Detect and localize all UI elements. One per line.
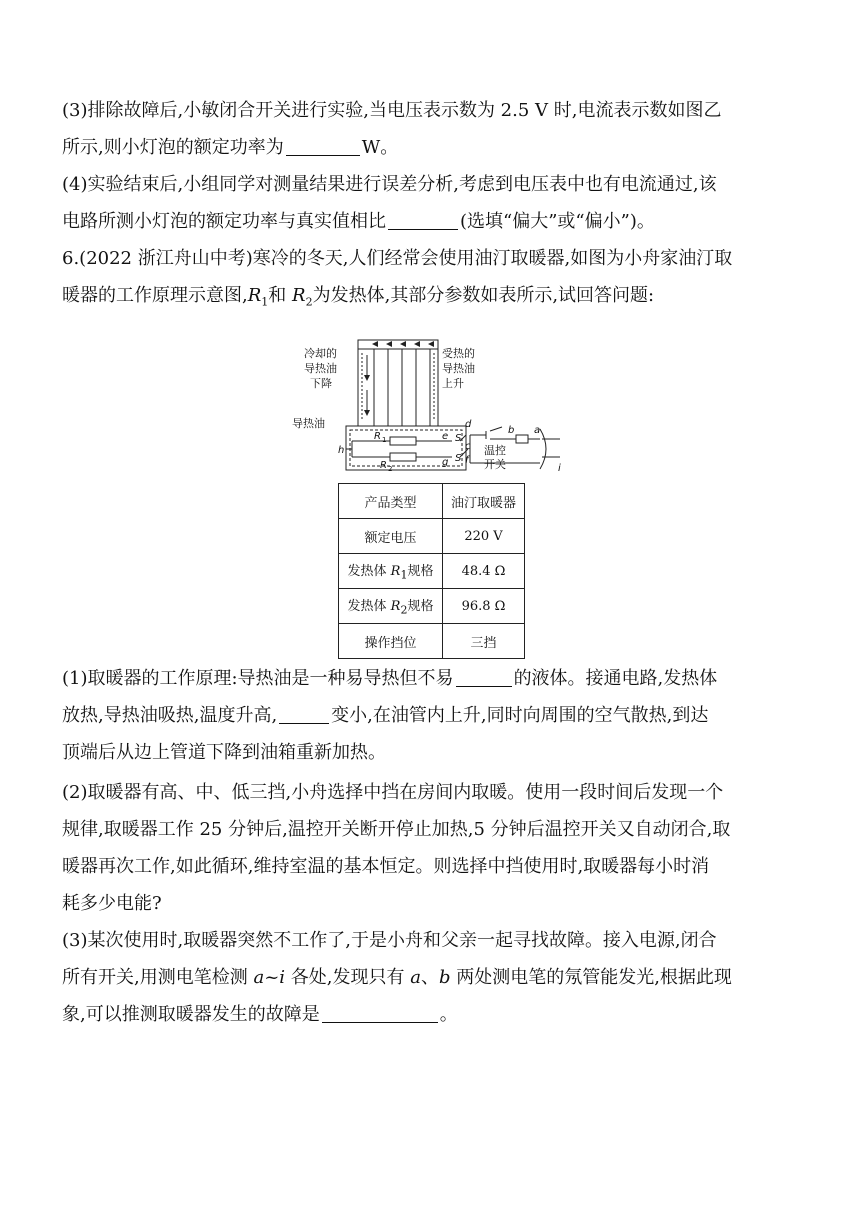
- point-i-ref: i: [279, 967, 286, 988]
- p3-text-4: 两处测电笔的氖管能发光,根据此现: [450, 967, 732, 988]
- point-i: i: [558, 463, 561, 474]
- point-c: c: [465, 441, 471, 452]
- p1-line-2: [62, 697, 802, 734]
- r1-symbol: R: [247, 285, 262, 306]
- p3-text-2: 所有开关,用测电笔检测: [62, 967, 254, 988]
- point-b: b: [508, 425, 515, 436]
- p2-line-1: [62, 774, 802, 811]
- table-cell: 三挡: [443, 624, 525, 659]
- p1-line-3: [62, 734, 802, 771]
- resistor-r2: [390, 453, 416, 461]
- q6-intro: 6.(2022 浙江舟山中考)寒冷的冬天,人们经常会使用油汀取暖器,如图为小舟家油汀取: [62, 248, 733, 269]
- answer-blank[interactable]: [388, 209, 458, 230]
- range-tilde: ~: [264, 967, 280, 988]
- cell-text: 发热体: [347, 599, 391, 615]
- table-row: [339, 484, 525, 519]
- heater-diagram: [290, 335, 575, 480]
- point-e: e: [442, 431, 449, 442]
- table-row: [339, 519, 525, 554]
- table-cell: [339, 554, 443, 589]
- p1-line-1: [62, 660, 802, 697]
- table-cell: 220 V: [443, 519, 525, 554]
- p2-line-4: [62, 885, 802, 922]
- q3-text-2: 所示,则小灯泡的额定功率为: [62, 137, 284, 158]
- r2-symbol: R: [292, 285, 306, 306]
- table-cell: 油汀取暖器: [443, 484, 525, 519]
- table-cell: 产品类型: [339, 484, 443, 519]
- table-row: [339, 589, 525, 624]
- table-row: [339, 624, 525, 659]
- q4-text: (4)实验结束后,小组同学对测量结果进行误差分析,考虑到电压表中也有电流通过,该: [62, 174, 717, 195]
- label-hot-oil-2: 导热油: [442, 362, 475, 375]
- label-r2: R: [380, 460, 387, 471]
- q3-line-1: [62, 92, 802, 129]
- label-s2: S: [455, 453, 462, 464]
- p3-text-6: 。: [439, 1004, 458, 1025]
- p3-text-3: 各处,发现只有: [285, 967, 411, 988]
- q3-unit: W。: [361, 137, 399, 158]
- p1-text-3: 放热,导热油吸热,温度升高,: [62, 705, 278, 726]
- point-g: g: [442, 457, 449, 468]
- label-thermo-switch-1: 温控: [484, 444, 506, 457]
- svg-text:2: 2: [388, 465, 393, 473]
- label-r1: R: [374, 431, 381, 442]
- point-a-ref: a: [253, 967, 265, 988]
- cell-text: 规格: [407, 599, 434, 615]
- q6-intro-line-2: [62, 277, 802, 321]
- p2-text-2: 规律,取暖器工作 25 分钟后,温控开关断开停止加热,5 分钟后温控开关又自动闭合,取: [62, 819, 731, 840]
- point-d: d: [465, 419, 472, 430]
- p3-line-3: [62, 996, 802, 1033]
- q6-intro-line-1: [62, 240, 802, 277]
- answer-blank[interactable]: [279, 703, 329, 724]
- p3-text-5: 象,可以推测取暖器发生的故障是: [62, 1004, 320, 1025]
- q3-line-2: [62, 129, 802, 166]
- q4-line-2: [62, 203, 802, 240]
- p1-text-2: 的液体。接通电路,发热体: [513, 668, 718, 689]
- p2-text: (2)取暖器有高、中、低三挡,小舟选择中挡在房间内取暖。使用一段时间后发现一个: [62, 782, 724, 803]
- point-f: f: [465, 455, 469, 466]
- p1-text-5: 顶端后从边上管道下降到油箱重新加热。: [62, 742, 386, 763]
- answer-blank[interactable]: [286, 135, 360, 156]
- point-b-ref: b: [438, 967, 451, 988]
- p3-line-1: [62, 922, 802, 959]
- q4-line-1: [62, 166, 802, 203]
- q4-text-3: (选填“偏大”或“偏小”)。: [460, 211, 655, 232]
- p3-text: (3)某次使用时,取暖器突然不工作了,于是小舟和父亲一起寻找故障。接入电源,闭合: [62, 930, 717, 951]
- r2-subscript: 2: [305, 295, 313, 309]
- svg-text:1: 1: [382, 436, 387, 444]
- label-s1: S: [455, 433, 462, 444]
- q3-text: (3)排除故障后,小敏闭合开关进行实验,当电压表示数为 2.5 V 时,电流表示数如图乙: [62, 100, 722, 121]
- table-cell: 额定电压: [339, 519, 443, 554]
- p1-text: (1)取暖器的工作原理:导热油是一种易导热但不易: [62, 668, 454, 689]
- point-a-ref: a: [410, 967, 421, 988]
- r1-symbol: R: [390, 564, 401, 580]
- cell-text: 发热体: [347, 564, 391, 580]
- table-cell: 48.4 Ω: [443, 554, 525, 589]
- q6-intro-3: 为发热体,其部分参数如表所示,试回答问题:: [312, 285, 655, 306]
- p2-line-3: [62, 848, 802, 885]
- resistor-r1: [390, 437, 416, 445]
- p2-text-3: 暖器再次工作,如此循环,维持室温的基本恒定。则选择中挡使用时,取暖器每小时消: [62, 856, 710, 877]
- label-cold-oil-2: 导热油: [304, 362, 337, 375]
- table-cell: [339, 589, 443, 624]
- table-cell: 操作挡位: [339, 624, 443, 659]
- and-word: 和: [268, 285, 287, 306]
- p2-line-2: [62, 811, 802, 848]
- answer-blank[interactable]: [456, 666, 512, 687]
- p3-line-2: [62, 959, 802, 996]
- spec-table: [338, 483, 525, 659]
- r2-symbol: R: [390, 599, 401, 615]
- p1-text-4: 变小,在油管内上升,同时向周围的空气散热,到达: [331, 705, 709, 726]
- label-cold-oil-1: 冷却的: [304, 347, 337, 360]
- point-h: h: [338, 445, 345, 456]
- r1-subscript: 1: [261, 295, 269, 309]
- label-hot-oil-1: 受热的: [442, 347, 475, 360]
- cell-text: 规格: [407, 564, 434, 580]
- table-cell: 96.8 Ω: [443, 589, 525, 624]
- point-a: a: [534, 425, 541, 436]
- separator: 、: [420, 967, 439, 988]
- label-thermo-switch-2: 开关: [484, 458, 506, 471]
- label-cold-oil-3: 下降: [310, 377, 332, 390]
- q6-intro-2: 暖器的工作原理示意图,: [62, 285, 248, 306]
- table-row: [339, 554, 525, 589]
- p2-text-4: 耗多少电能?: [62, 893, 162, 914]
- q4-text-2: 电路所测小灯泡的额定功率与真实值相比: [62, 211, 386, 232]
- label-oil: 导热油: [292, 417, 325, 430]
- label-hot-oil-3: 上升: [442, 377, 464, 390]
- radiator-body: [358, 340, 438, 426]
- r2-subscript: 2: [400, 603, 408, 617]
- answer-blank[interactable]: [322, 1002, 438, 1023]
- r1-subscript: 1: [400, 568, 408, 582]
